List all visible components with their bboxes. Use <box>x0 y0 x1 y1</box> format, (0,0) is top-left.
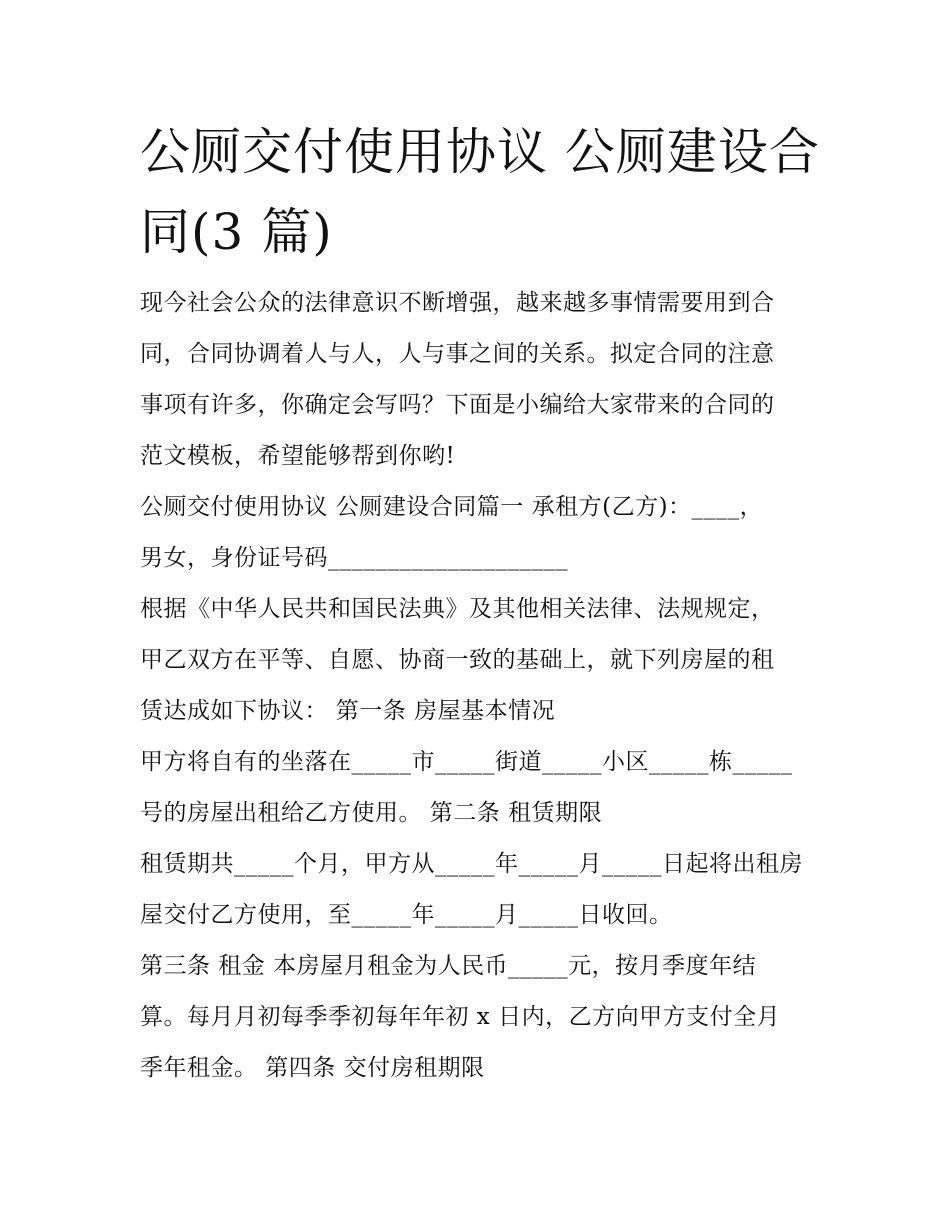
intro-paragraph <box>140 278 820 482</box>
text-line: 算。每月月初每季季初每年年初 x 日内，乙方向甲方支付全月 <box>140 1004 781 1030</box>
text-line: 租赁期共_____个月，甲方从_____年_____月_____日起将出租房 <box>140 851 803 877</box>
parties-paragraph <box>140 482 820 584</box>
text-line: 甲方将自有的坐落在_____市_____街道_____小区_____栋_____ <box>140 749 793 775</box>
title-line-1: 公厕交付使用协议 公厕建设合 <box>140 123 820 181</box>
lease-term-paragraph <box>140 839 820 941</box>
text-line: 男女，身份证号码____________________ <box>140 545 568 571</box>
title-line-2: 同(3 篇) <box>140 203 333 261</box>
text-line: 公厕交付使用协议 公厕建设合同篇一 承租方(乙方)：____， <box>140 494 764 520</box>
text-line: 屋交付乙方使用，至_____年_____月_____日收回。 <box>140 902 673 928</box>
text-line: 根据《中华人民共和国民法典》及其他相关法律、法规规定， <box>140 596 775 622</box>
text-line: 甲乙双方在平等、自愿、协商一致的基础上，就下列房屋的租 <box>140 647 775 673</box>
text-line: 赁达成如下协议： 第一条 房屋基本情况 <box>140 698 556 724</box>
property-paragraph <box>140 737 820 839</box>
text-line: 事项有许多，你确定会写吗？下面是小编给大家带来的合同的 <box>140 392 775 418</box>
text-line: 现今社会公众的法律意识不断增强，越来越多事情需要用到合 <box>140 290 775 316</box>
legal-basis-paragraph <box>140 584 820 737</box>
text-line: 号的房屋出租给乙方使用。 第二条 租赁期限 <box>140 800 603 826</box>
document-title <box>140 112 820 272</box>
text-line: 季年租金。 第四条 交付房租期限 <box>140 1055 485 1081</box>
text-line: 第三条 租金 本房屋月租金为人民币_____元，按月季度年结 <box>140 953 757 979</box>
rent-paragraph <box>140 941 820 1094</box>
text-line: 同，合同协调着人与人，人与事之间的关系。拟定合同的注意 <box>140 341 775 367</box>
text-line: 范文模板，希望能够帮到你哟! <box>140 443 456 469</box>
document-body <box>140 278 820 1094</box>
